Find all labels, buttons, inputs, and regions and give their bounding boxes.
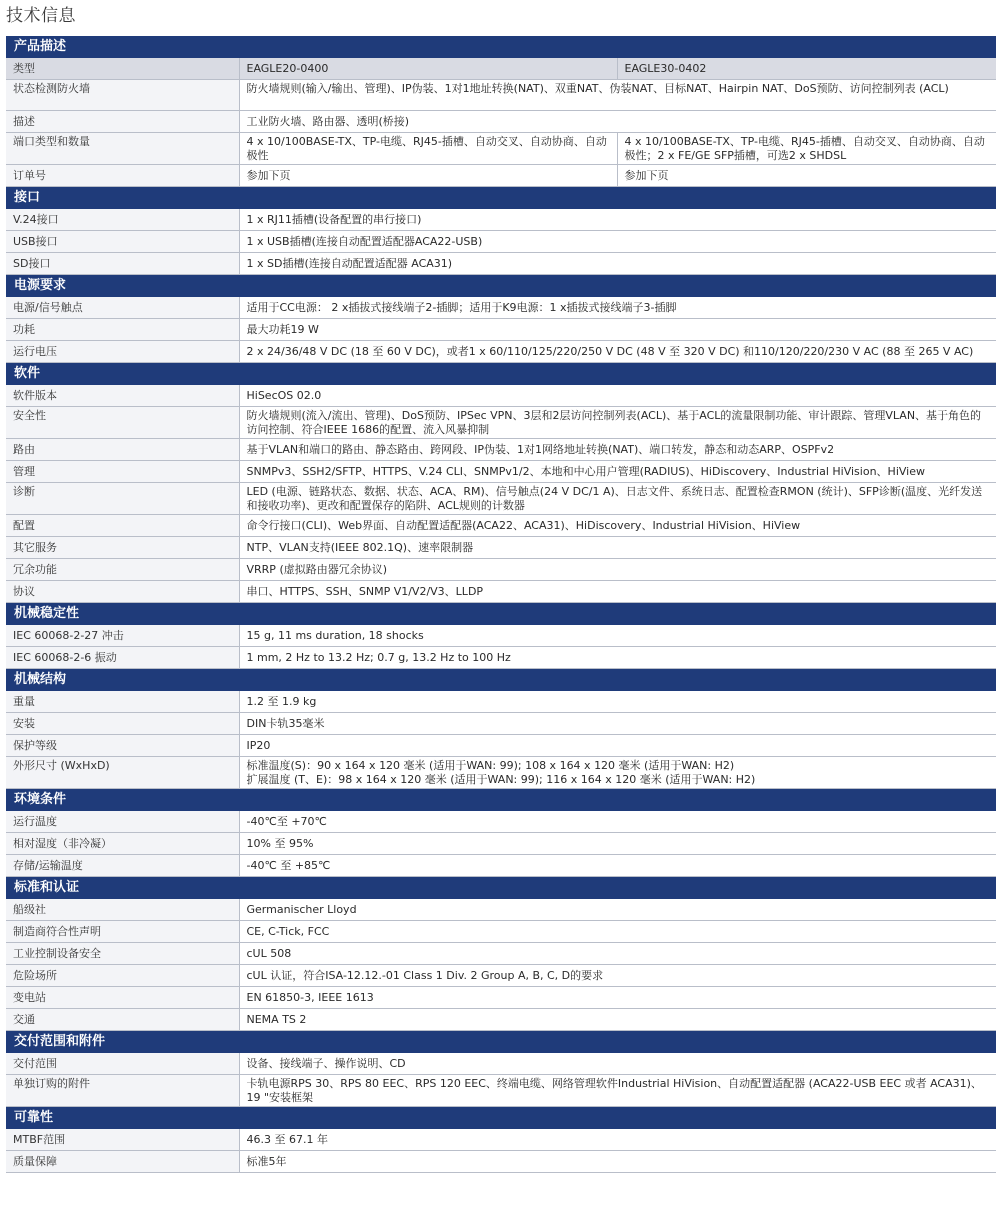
spec-value: SNMPv3、SSH2/SFTP、HTTPS、V.24 CLI、SNMPv1/2、本地和中心用户管理(RADIUS)、HiDiscovery、Industrial HiVision、HiView	[239, 461, 996, 483]
spec-value: 1 x SD插槽(连接自动配置适配器 ACA31)	[239, 253, 996, 275]
spec-label: 配置	[6, 515, 239, 537]
spec-row	[6, 133, 996, 165]
spec-row	[6, 987, 996, 1009]
spec-label: 船级社	[6, 899, 239, 921]
spec-label: 状态检测防火墙	[6, 80, 239, 111]
section-title: 标准和认证	[6, 877, 996, 899]
spec-row	[6, 647, 996, 669]
spec-row	[6, 515, 996, 537]
section-header	[6, 1031, 996, 1053]
spec-row	[6, 80, 996, 111]
spec-value: 标准温度(S)：90 x 164 x 120 毫米 (适用于WAN: 99); 108 x 164 x 120 毫米 (适用于WAN: H2) 扩展温度 (T、E)：98 x 164 x 120 毫米 (适用于WAN: 99); 116 x 164 x 120 毫米 (适用于WAN: H2)	[239, 757, 996, 789]
spec-value: cUL 认证，符合ISA-12.12.-01 Class 1 Div. 2 Group A, B, C, D的要求	[239, 965, 996, 987]
spec-value: 标准5年	[239, 1151, 996, 1173]
spec-value: 46.3 至 67.1 年	[239, 1129, 996, 1151]
section-title: 可靠性	[6, 1107, 996, 1129]
spec-table	[6, 36, 996, 1173]
spec-row	[6, 407, 996, 439]
section-title: 电源要求	[6, 275, 996, 297]
spec-value-eagle30: 4 x 10/100BASE-TX、TP-电缆、RJ45-插槽、自动交叉、自动协商、自动极性；2 x FE/GE SFP插槽，可选2 x SHDSL	[617, 133, 996, 165]
spec-row	[6, 111, 996, 133]
spec-value: 串口、HTTPS、SSH、SNMP V1/V2/V3、LLDP	[239, 581, 996, 603]
spec-row	[6, 735, 996, 757]
spec-row	[6, 1053, 996, 1075]
spec-value: 1.2 至 1.9 kg	[239, 691, 996, 713]
spec-row	[6, 297, 996, 319]
spec-row	[6, 165, 996, 187]
spec-value-eagle30: EAGLE30-0402	[617, 58, 996, 80]
spec-value: 1 mm, 2 Hz to 13.2 Hz; 0.7 g, 13.2 Hz to 100 Hz	[239, 647, 996, 669]
spec-value: NTP、VLAN支持(IEEE 802.1Q)、速率限制器	[239, 537, 996, 559]
spec-row	[6, 1075, 996, 1107]
section-header	[6, 187, 996, 209]
spec-value: 10% 至 95%	[239, 833, 996, 855]
spec-value-eagle20: 4 x 10/100BASE-TX、TP-电缆、RJ45-插槽、自动交叉、自动协商、自动极性	[239, 133, 617, 165]
spec-label: 软件版本	[6, 385, 239, 407]
spec-label: 描述	[6, 111, 239, 133]
spec-value: NEMA TS 2	[239, 1009, 996, 1031]
spec-row	[6, 385, 996, 407]
spec-value: 适用于CC电源： 2 x插拔式接线端子2-插脚；适用于K9电源：1 x插拔式接线端子3-插脚	[239, 297, 996, 319]
section-header	[6, 363, 996, 385]
spec-row	[6, 943, 996, 965]
section-title: 机械稳定性	[6, 603, 996, 625]
spec-label: 电源/信号触点	[6, 297, 239, 319]
spec-label: 重量	[6, 691, 239, 713]
spec-label: 保护等级	[6, 735, 239, 757]
spec-value: 2 x 24/36/48 V DC (18 至 60 V DC)，或者1 x 60/110/125/220/250 V DC (48 V 至 320 V DC) 和110/120/220/230 V AC (88 至 265 V AC)	[239, 341, 996, 363]
section-title: 环境条件	[6, 789, 996, 811]
section-title: 产品描述	[6, 36, 996, 58]
spec-label: 诊断	[6, 483, 239, 515]
spec-label: 协议	[6, 581, 239, 603]
spec-row	[6, 1009, 996, 1031]
spec-value: 基于VLAN和端口的路由、静态路由、跨网段、IP伪装、1对1网络地址转换(NAT)、端口转发，静态和动态ARP、OSPFv2	[239, 439, 996, 461]
spec-row	[6, 559, 996, 581]
spec-value: 卡轨电源RPS 30、RPS 80 EEC、RPS 120 EEC、终端电缆、网络管理软件Industrial HiVision、自动配置适配器 (ACA22-USB EEC 或者 ACA31)、19 "安装框架	[239, 1075, 996, 1107]
spec-label: USB接口	[6, 231, 239, 253]
spec-value: -40℃ 至 +85℃	[239, 855, 996, 877]
spec-label: 存储/运输温度	[6, 855, 239, 877]
spec-label: 端口类型和数量	[6, 133, 239, 165]
section-header	[6, 877, 996, 899]
spec-row	[6, 581, 996, 603]
spec-label: 订单号	[6, 165, 239, 187]
spec-row	[6, 691, 996, 713]
spec-value: IP20	[239, 735, 996, 757]
spec-label: 交付范围	[6, 1053, 239, 1075]
section-header	[6, 275, 996, 297]
spec-row	[6, 483, 996, 515]
spec-row	[6, 855, 996, 877]
spec-value-eagle30: 参加下页	[617, 165, 996, 187]
spec-row	[6, 625, 996, 647]
spec-row	[6, 439, 996, 461]
section-title: 软件	[6, 363, 996, 385]
spec-row	[6, 537, 996, 559]
page-title: 技术信息	[6, 6, 76, 26]
spec-label: 外形尺寸 (WxHxD)	[6, 757, 239, 789]
spec-value: Germanischer Lloyd	[239, 899, 996, 921]
spec-value: cUL 508	[239, 943, 996, 965]
spec-label: IEC 60068-2-27 冲击	[6, 625, 239, 647]
spec-label: 安全性	[6, 407, 239, 439]
section-header	[6, 789, 996, 811]
spec-label: 制造商符合性声明	[6, 921, 239, 943]
spec-label: 冗余功能	[6, 559, 239, 581]
spec-value: CE, C-Tick, FCC	[239, 921, 996, 943]
spec-label: 运行电压	[6, 341, 239, 363]
spec-row	[6, 965, 996, 987]
spec-row	[6, 811, 996, 833]
spec-row	[6, 58, 996, 80]
spec-label: 管理	[6, 461, 239, 483]
section-title: 接口	[6, 187, 996, 209]
spec-value: DIN卡轨35毫米	[239, 713, 996, 735]
spec-value: -40℃至 +70℃	[239, 811, 996, 833]
spec-label: 工业控制设备安全	[6, 943, 239, 965]
spec-label: 变电站	[6, 987, 239, 1009]
spec-value: 1 x RJ11插槽(设备配置的串行接口)	[239, 209, 996, 231]
spec-label: 交通	[6, 1009, 239, 1031]
section-header	[6, 1107, 996, 1129]
spec-label: 其它服务	[6, 537, 239, 559]
spec-label: 功耗	[6, 319, 239, 341]
spec-value: HiSecOS 02.0	[239, 385, 996, 407]
spec-row	[6, 921, 996, 943]
spec-value: 最大功耗19 W	[239, 319, 996, 341]
spec-row	[6, 899, 996, 921]
spec-value: 工业防火墙、路由器、透明(桥接)	[239, 111, 996, 133]
spec-label: 相对湿度（非冷凝）	[6, 833, 239, 855]
spec-row	[6, 461, 996, 483]
spec-value: 15 g, 11 ms duration, 18 shocks	[239, 625, 996, 647]
section-title: 机械结构	[6, 669, 996, 691]
spec-label: V.24接口	[6, 209, 239, 231]
spec-value: 防火墙规则(流入/流出、管理)、DoS预防、IPSec VPN、3层和2层访问控制列表(ACL)、基于ACL的流量限制功能、审计跟踪、管理VLAN、基于角色的访问控制、符合IEEE 1686的配置、流入风暴抑制	[239, 407, 996, 439]
spec-label: 安装	[6, 713, 239, 735]
spec-label: SD接口	[6, 253, 239, 275]
spec-value: 设备、接线端子、操作说明、CD	[239, 1053, 996, 1075]
spec-row	[6, 341, 996, 363]
section-header	[6, 36, 996, 58]
spec-label: 单独订购的附件	[6, 1075, 239, 1107]
spec-label: 危险场所	[6, 965, 239, 987]
spec-value-eagle20: EAGLE20-0400	[239, 58, 617, 80]
spec-value-eagle20: 参加下页	[239, 165, 617, 187]
section-title: 交付范围和附件	[6, 1031, 996, 1053]
spec-row	[6, 231, 996, 253]
spec-row	[6, 757, 996, 789]
spec-value: LED (电源、链路状态、数据、状态、ACA、RM)、信号触点(24 V DC/1 A)、日志文件、系统日志、配置检查RMON (统计)、SFP诊断(温度、光纤发送和接收功率)、更改和配置保存的陷阱、ACL规则的计数器	[239, 483, 996, 515]
spec-value: 命令行接口(CLI)、Web界面、自动配置适配器(ACA22、ACA31)、HiDiscovery、Industrial HiVision、HiView	[239, 515, 996, 537]
spec-row	[6, 833, 996, 855]
spec-label: MTBF范围	[6, 1129, 239, 1151]
spec-label: 质量保障	[6, 1151, 239, 1173]
spec-value: 1 x USB插槽(连接自动配置适配器ACA22-USB)	[239, 231, 996, 253]
spec-row	[6, 319, 996, 341]
spec-label: 运行温度	[6, 811, 239, 833]
spec-value: EN 61850-3, IEEE 1613	[239, 987, 996, 1009]
spec-value: 防火墙规则(输入/输出、管理)、IP伪装、1对1地址转换(NAT)、双重NAT、伪装NAT、目标NAT、Hairpin NAT、DoS预防、访问控制列表 (ACL)	[239, 80, 996, 111]
section-header	[6, 669, 996, 691]
spec-row	[6, 253, 996, 275]
spec-row	[6, 1129, 996, 1151]
spec-label: IEC 60068-2-6 振动	[6, 647, 239, 669]
spec-row	[6, 1151, 996, 1173]
spec-row	[6, 713, 996, 735]
spec-label: 类型	[6, 58, 239, 80]
spec-label: 路由	[6, 439, 239, 461]
spec-value: VRRP (虚拟路由器冗余协议)	[239, 559, 996, 581]
spec-row	[6, 209, 996, 231]
section-header	[6, 603, 996, 625]
